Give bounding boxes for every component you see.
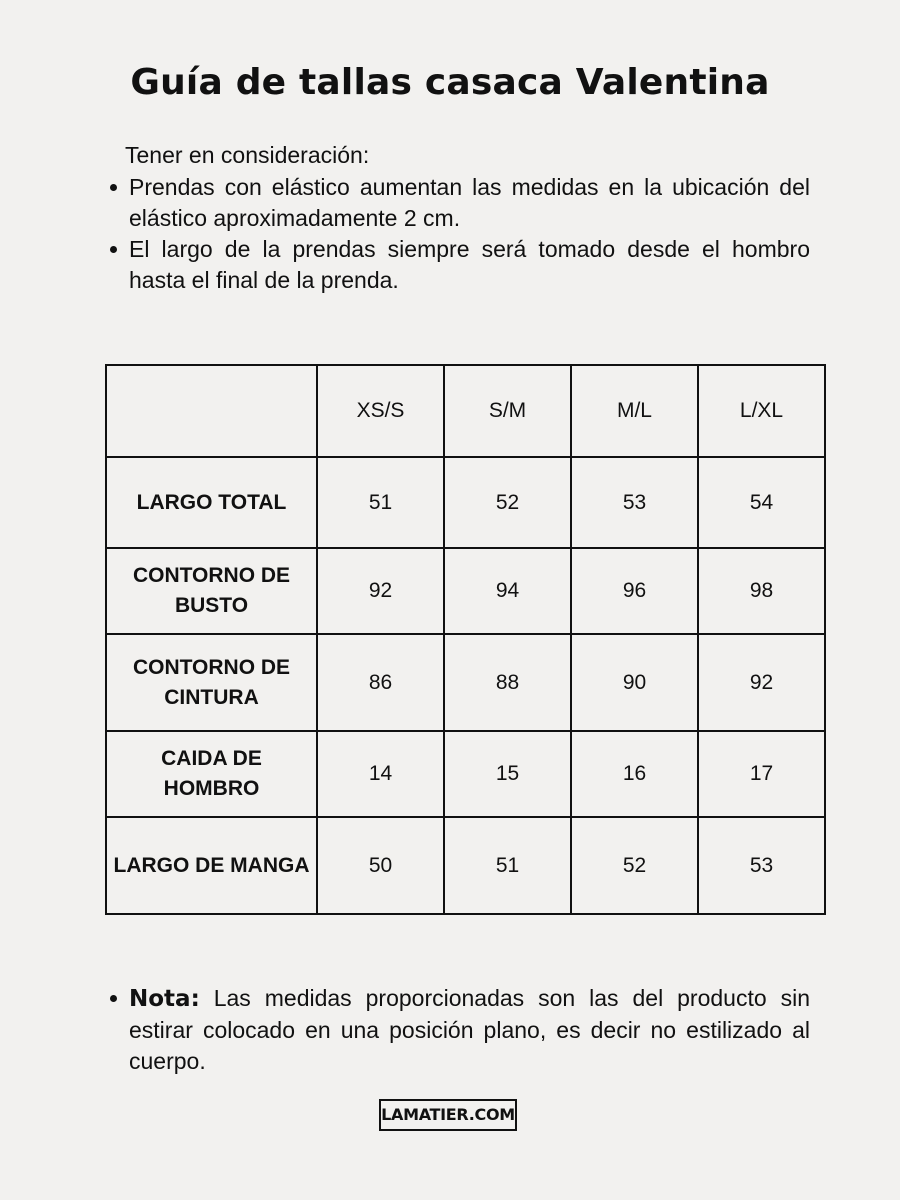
bullet-dot-icon xyxy=(110,184,117,191)
table-cell: 15 xyxy=(444,731,571,817)
brand-badge: LAMATIER.COM xyxy=(379,1099,517,1131)
table-header-row xyxy=(106,365,825,457)
table-cell: 52 xyxy=(444,457,571,548)
size-table xyxy=(105,364,826,915)
table-cell: 88 xyxy=(444,634,571,731)
note-text: Las medidas proporcionadas son las del producto sin estirar colocado en una posición plano, es decir no estilizado al cuerpo. xyxy=(129,985,810,1074)
table-cell: 51 xyxy=(444,817,571,914)
intro-bullet-text: El largo de la prendas siempre será tomado desde el hombro hasta el final de la prenda. xyxy=(129,236,810,293)
size-header-l-xl: L/XL xyxy=(698,365,825,457)
row-label: LARGO DE MANGA xyxy=(106,817,317,914)
table-cell: 98 xyxy=(698,548,825,634)
table-cell: 14 xyxy=(317,731,444,817)
size-header-s-m: S/M xyxy=(444,365,571,457)
intro-bullet xyxy=(108,234,810,296)
table-row xyxy=(106,817,825,914)
table-cell: 90 xyxy=(571,634,698,731)
table-row xyxy=(106,634,825,731)
table-cell: 92 xyxy=(317,548,444,634)
row-label: CONTORNO DE BUSTO xyxy=(106,548,317,634)
note-section xyxy=(108,983,810,1077)
intro-bullet xyxy=(108,172,810,234)
table-corner-cell xyxy=(106,365,317,457)
table-cell: 92 xyxy=(698,634,825,731)
intro-bullet-text: Prendas con elástico aumentan las medidas en la ubicación del elástico aproximadamente 2 cm. xyxy=(129,174,810,231)
page-title: Guía de tallas casaca Valentina xyxy=(130,62,770,103)
table-cell: 53 xyxy=(571,457,698,548)
table-row xyxy=(106,548,825,634)
bullet-dot-icon xyxy=(110,995,117,1002)
intro-heading: Tener en consideración: xyxy=(125,142,370,168)
row-label: CAIDA DE HOMBRO xyxy=(106,731,317,817)
table-row xyxy=(106,457,825,548)
table-cell: 54 xyxy=(698,457,825,548)
table-row xyxy=(106,731,825,817)
note-bullet xyxy=(108,983,810,1077)
table-cell: 52 xyxy=(571,817,698,914)
row-label: LARGO TOTAL xyxy=(106,457,317,548)
table-cell: 17 xyxy=(698,731,825,817)
note-label: Nota: xyxy=(129,986,200,1012)
table-cell: 50 xyxy=(317,817,444,914)
table-cell: 51 xyxy=(317,457,444,548)
table-cell: 16 xyxy=(571,731,698,817)
table-cell: 94 xyxy=(444,548,571,634)
intro-bullet-list xyxy=(108,172,810,296)
table-cell: 96 xyxy=(571,548,698,634)
table-cell: 53 xyxy=(698,817,825,914)
size-header-m-l: M/L xyxy=(571,365,698,457)
size-header-xs-s: XS/S xyxy=(317,365,444,457)
row-label: CONTORNO DE CINTURA xyxy=(106,634,317,731)
table-cell: 86 xyxy=(317,634,444,731)
bullet-dot-icon xyxy=(110,246,117,253)
